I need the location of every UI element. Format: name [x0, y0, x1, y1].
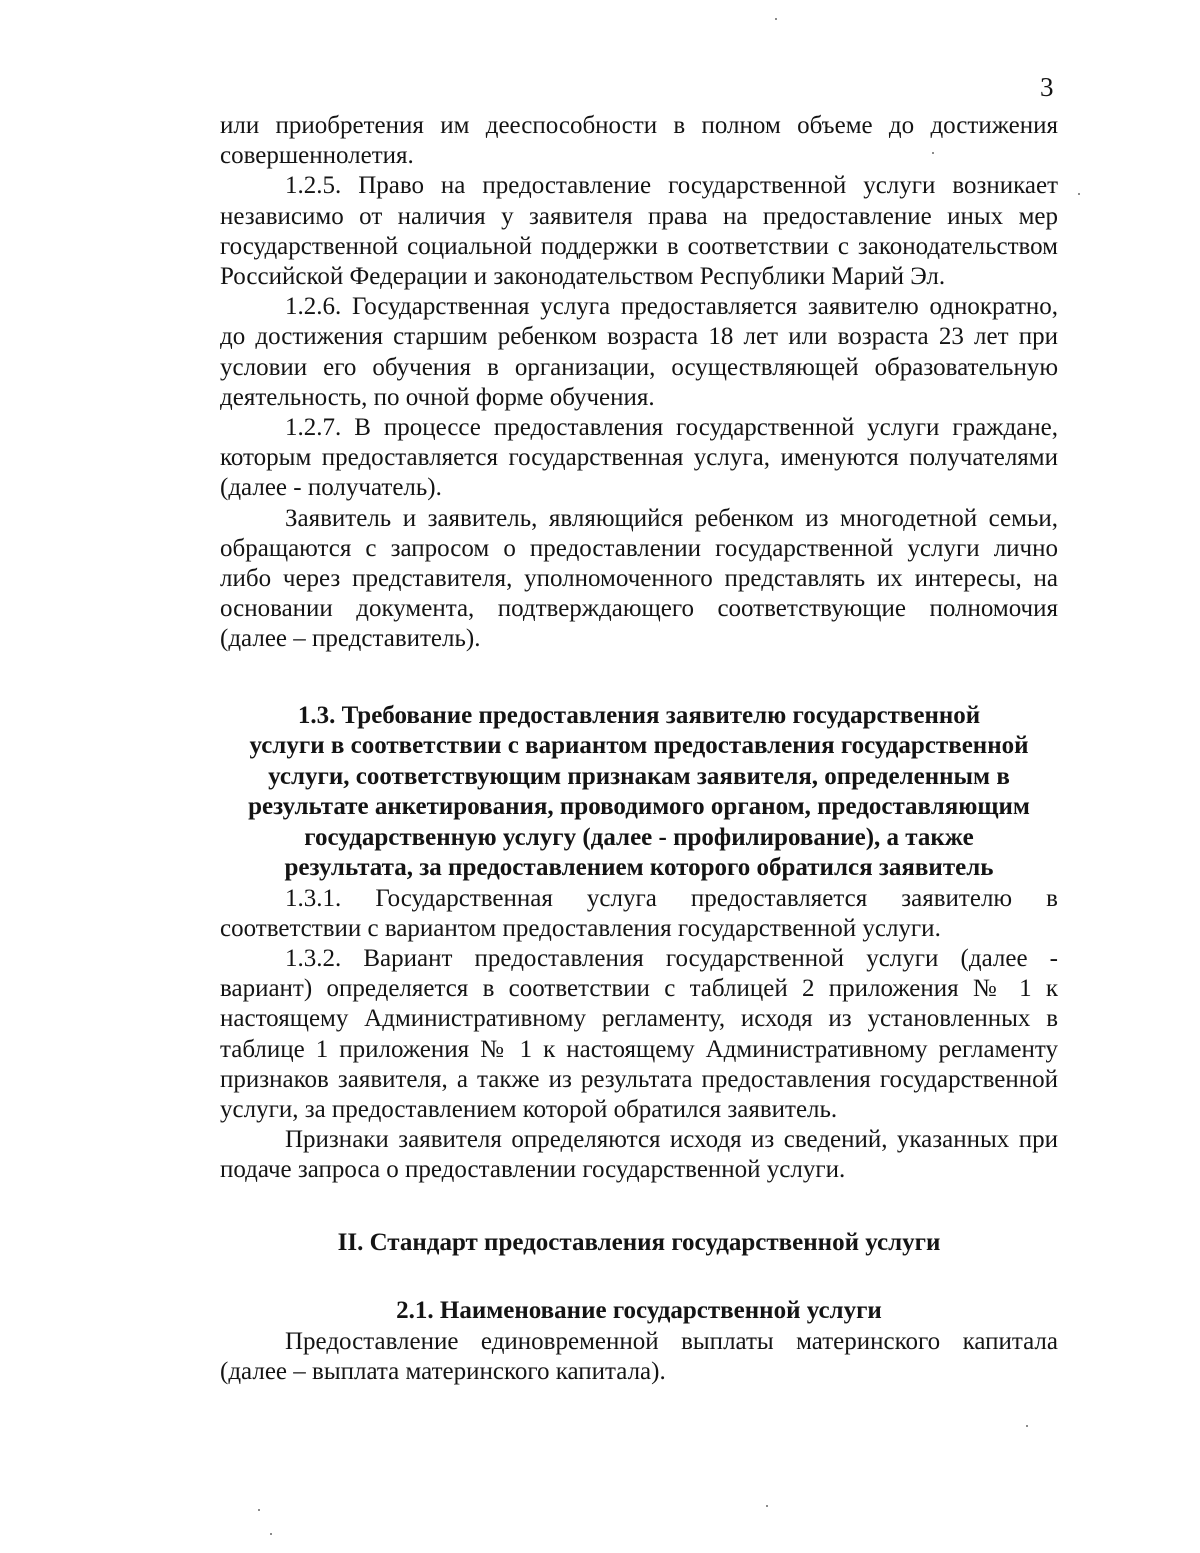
heading-1-3-line: услуги, соответствующим признакам заявителя, определенным в [268, 762, 1010, 790]
document-body [220, 111, 1058, 1387]
paragraph-1-3-2: 1.3.2. Вариант предоставления государственной услуги (далее - вариант) определяется в соответствии с таблицей 2 приложения № 1 к настоящему Административному регламенту, исходя из установленных в таблице 1 приложения № 1 к настоящему Административному регламенту признаков заявителя, а также из результата предоставления государственной услуги, за предоставлением которой обратился заявитель. [220, 945, 1058, 1124]
heading-2-1: 2.1. Наименование государственной услуги [396, 1297, 882, 1325]
paragraph-applicant-features: Признаки заявителя определяются исходя из сведений, указанных при подаче запроса о предоставлении государственной услуги. [220, 1126, 1058, 1184]
scan-speck [775, 18, 777, 20]
heading-1-3-line: 1.3. Требование предоставления заявителю государственной [297, 701, 981, 729]
scan-speck [766, 1505, 768, 1507]
heading-1-3-line: результате анкетирования, проводимого органом, предоставляющим [248, 793, 1030, 821]
paragraph-1-2-7: 1.2.7. В процессе предоставления государственной услуги граждане, которым предоставляется государственная услуга, именуются получателями (далее - получатель). [220, 414, 1058, 502]
scan-speck [932, 152, 934, 154]
paragraph-applicant: Заявитель и заявитель, являющийся ребенком из многодетной семьи, обращаются с запросом о предоставлении государственной услуги лично либо через представителя, уполномоченного представлять их интересы, на основании документа, подтверждающего соответствующие полномочия (далее – представитель). [220, 504, 1058, 653]
heading-1-3 [220, 701, 1058, 884]
heading-1-3-line: услуги в соответствии с вариантом предоставления государственной [249, 732, 1029, 760]
paragraph-continuation: или приобретения им дееспособности в полном объеме до достижения совершеннолетия. [220, 112, 1058, 170]
paragraph-1-2-6: 1.2.6. Государственная услуга предоставляется заявителю однократно, до достижения старшим ребенком возраста 18 лет или возраста 23 лет при условии его обучения в организации, осуществляющей образовательную деятельность, по очной форме обучения. [220, 293, 1058, 411]
scan-speck [1078, 193, 1080, 195]
paragraph-1-3-1: 1.3.1. Государственная услуга предоставляется заявителю в соответствии с вариантом предоставления государственной услуги. [220, 884, 1058, 942]
heading-1-3-line: государственную услугу (далее - профилирование), а также [304, 823, 974, 851]
paragraph-1-2-5: 1.2.5. Право на предоставление государственной услуги возникает независимо от наличия у заявителя права на предоставление иных мер государственной социальной поддержки в соответствии с законодательством Российской Федерации и законодательством Республики Марий Эл. [220, 172, 1058, 291]
heading-section-2: II. Стандарт предоставления государственной услуги [337, 1228, 941, 1256]
scan-speck [1026, 1425, 1028, 1427]
paragraph-2-1: Предоставление единовременной выплаты материнского капитала (далее – выплата материнского капитала). [220, 1327, 1058, 1385]
scan-speck [258, 1509, 260, 1511]
page-number: 3 [1040, 72, 1054, 102]
scan-speck [270, 1533, 272, 1535]
heading-1-3-line: результата, за предоставлением которого обратился заявитель [284, 854, 994, 882]
